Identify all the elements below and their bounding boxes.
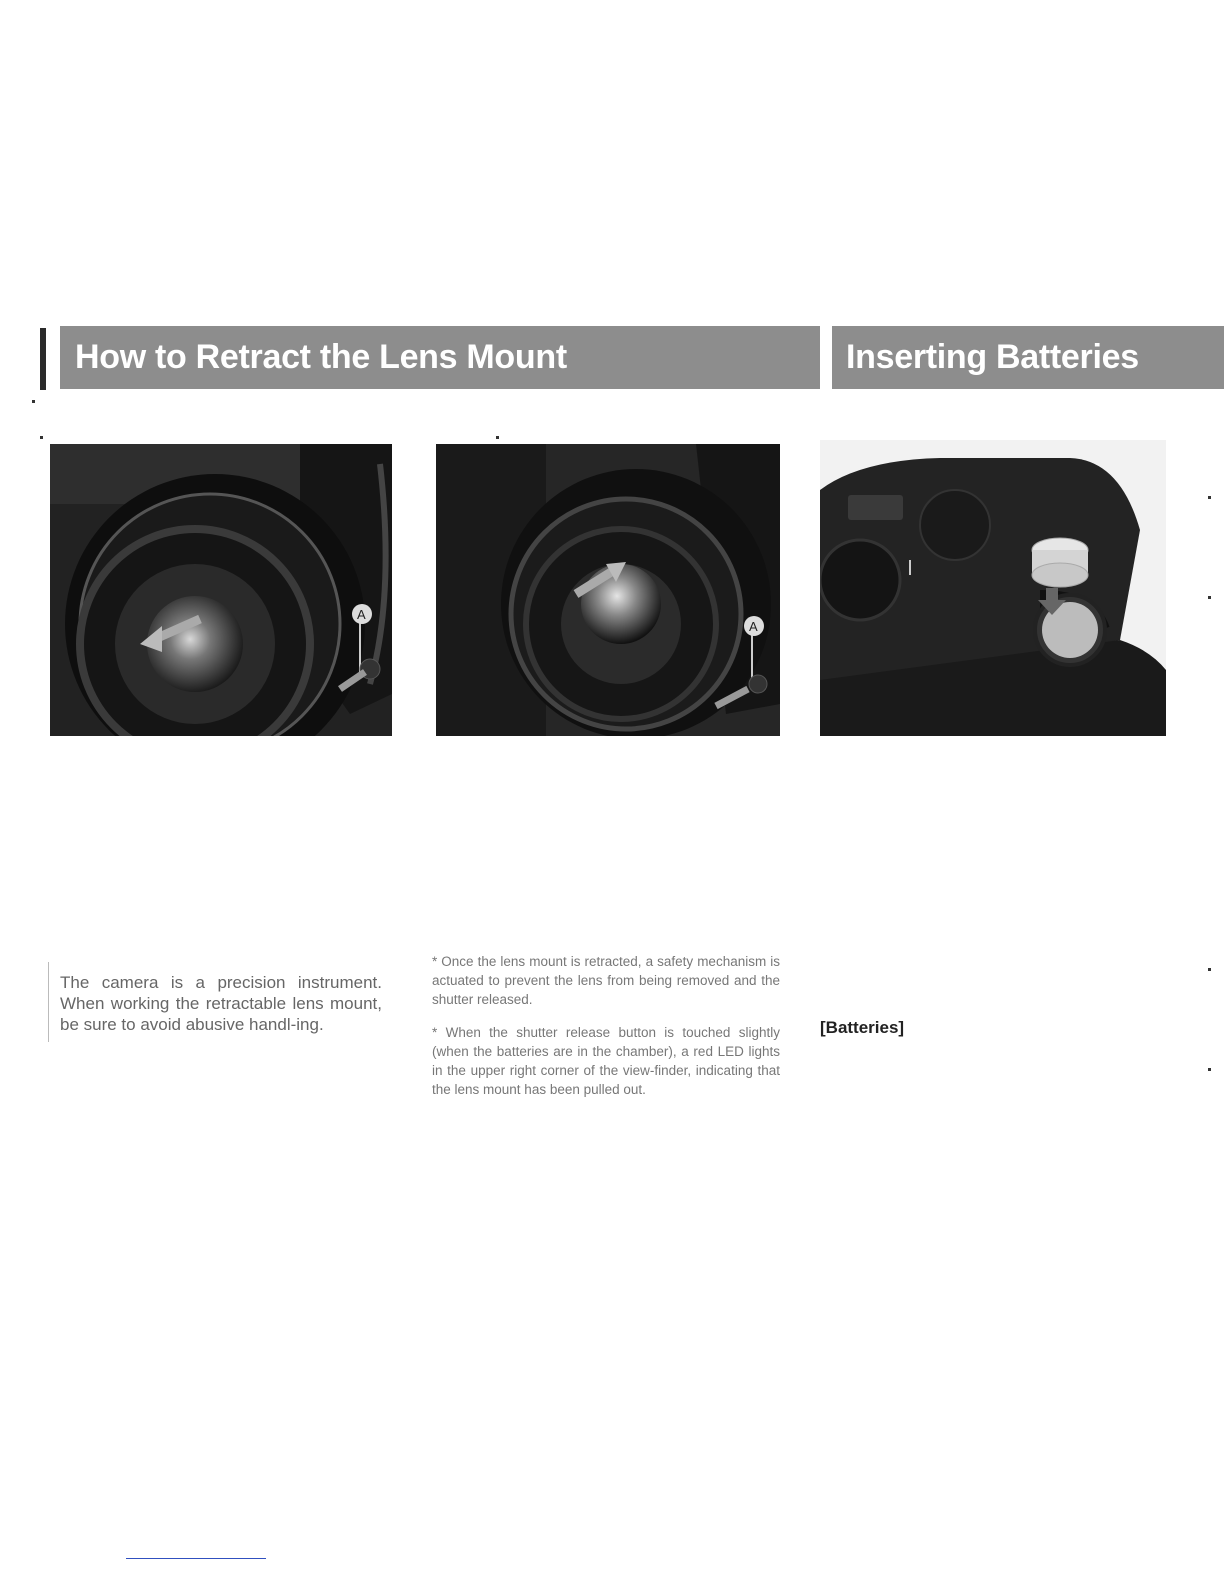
batteries-subheading: [Batteries] <box>820 1018 905 1037</box>
pointer-label-a-2: A <box>749 619 758 634</box>
page-mark <box>40 436 43 439</box>
pointer-label-a: A <box>357 607 366 622</box>
safety-notes <box>432 952 780 1113</box>
page-mark <box>1208 968 1211 971</box>
lens-retract-photo-2 <box>436 444 780 736</box>
page-mark <box>1208 596 1211 599</box>
section-marker-bar <box>40 328 46 390</box>
section-title-retract-lens: How to Retract the Lens Mount <box>60 326 820 389</box>
page-mark <box>1208 1068 1211 1071</box>
section-title-inserting-batteries: Inserting Batteries <box>832 326 1224 389</box>
precision-instrument-note: The camera is a precision instrument. When working the retractable lens mount, be sure to avoid abusive handl-ing. <box>60 973 382 1034</box>
page-mark <box>496 436 499 439</box>
battery-insert-photo <box>820 440 1166 736</box>
lens-retract-photo-1 <box>50 444 392 736</box>
note-left-rule <box>48 962 49 1042</box>
safety-note-1: * Once the lens mount is retracted, a safety mechanism is actuated to prevent the lens from being removed and the shutter released. <box>432 954 780 1007</box>
safety-note-2: * When the shutter release button is touched slightly (when the batteries are in the chamber), a red LED lights in the upper right corner of the view-finder, indicating that the lens mount has been pulled out. <box>432 1025 780 1097</box>
page-mark <box>32 400 35 403</box>
footer-rule <box>126 1558 266 1559</box>
page-mark <box>1208 496 1211 499</box>
